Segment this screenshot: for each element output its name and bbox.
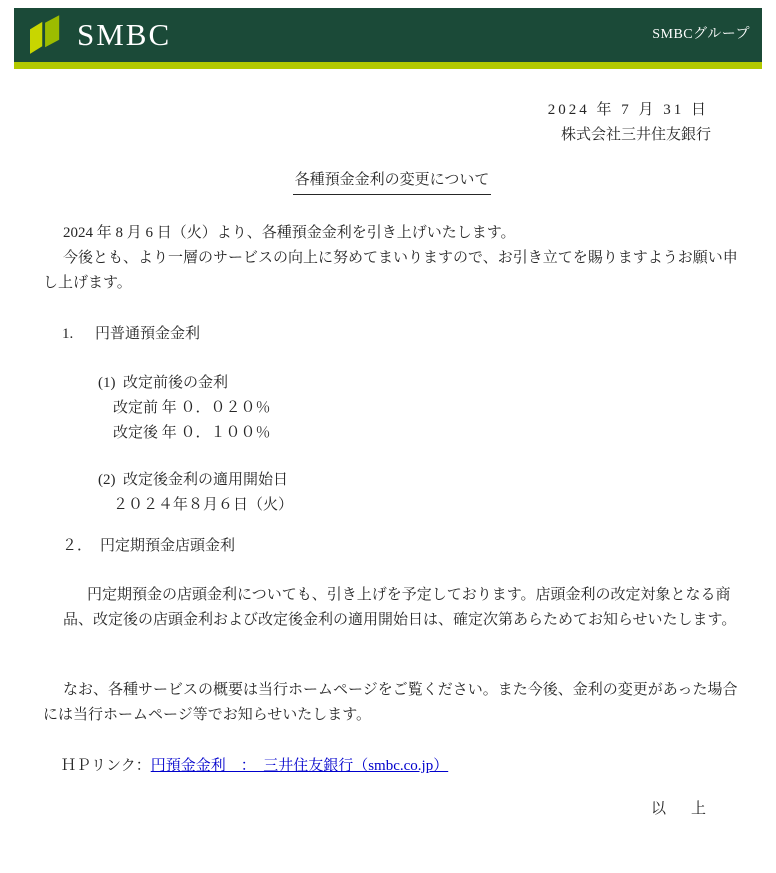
closing-mark: 以 上 <box>650 801 711 817</box>
section-2-heading <box>62 534 741 559</box>
closing-note: なお、各種サービスの概要は当行ホームページをご覧ください。また今後、金利の変更があった場合には当行ホームページ等でお知らせいたします。 <box>43 682 738 723</box>
hp-link[interactable]: 円預金金利 ： 三井住友銀行（smbc.co.jp） <box>150 758 449 774</box>
effective-date-line: ２０２４年８月６日（火） <box>113 497 294 513</box>
list-item-label: (2) <box>98 472 116 488</box>
header-brand-bar <box>14 8 762 62</box>
company-name: 株式会社三井住友銀行 <box>560 127 711 143</box>
section-1-heading <box>62 322 741 347</box>
smbc-group-label: SMBCグループ <box>652 27 750 42</box>
section-heading-label: 円普通預金金利 <box>95 326 201 342</box>
document-body <box>0 98 776 822</box>
section-heading-label: 円定期預金店頭金利 <box>100 538 236 554</box>
hp-link-line <box>61 754 741 779</box>
section-1-item-1 <box>98 371 741 396</box>
intro-paragraph: 今後とも、より一層のサービスの向上に努めてまいりますので、お引き立てを賜りますようお願い申し上げます。 <box>43 250 738 291</box>
rate-line-after: 改定後 年 ０．１００％ <box>113 425 271 441</box>
header-accent-stripe <box>14 62 762 69</box>
smbc-rising-mark-icon <box>30 14 62 56</box>
section-2-body: 円定期預金の店頭金利についても、引き上げを予定しております。店頭金利の改定対象となる商品、改定後の店頭金利および改定後金利の適用開始日は、確定次第あらためてお知らせいたします。 <box>63 587 737 628</box>
smbc-logo-text: SMBC <box>77 16 172 52</box>
rate-line-before: 改定前 年 ０．０２０％ <box>113 400 271 416</box>
date-line: 2024 年 7 月 31 日 <box>547 102 709 118</box>
section-1-item-2 <box>98 468 741 493</box>
list-item-label: (1) <box>98 375 116 391</box>
title-row <box>43 168 741 195</box>
section-number: 1. <box>62 326 74 342</box>
list-item-heading: 改定後金利の適用開始日 <box>123 472 289 488</box>
intro-section <box>43 221 741 296</box>
intro-paragraph: 2024 年 8 月 6 日（火）より、各種預金金利を引き上げいたします。 <box>63 225 516 241</box>
smbc-header-banner <box>14 8 762 69</box>
hp-link-prefix: ＨＰリンク： <box>61 758 151 774</box>
page-title: 各種預金金利の変更について <box>293 168 492 195</box>
list-item-heading: 改定前後の金利 <box>123 375 229 391</box>
section-number: ２． <box>62 538 93 554</box>
